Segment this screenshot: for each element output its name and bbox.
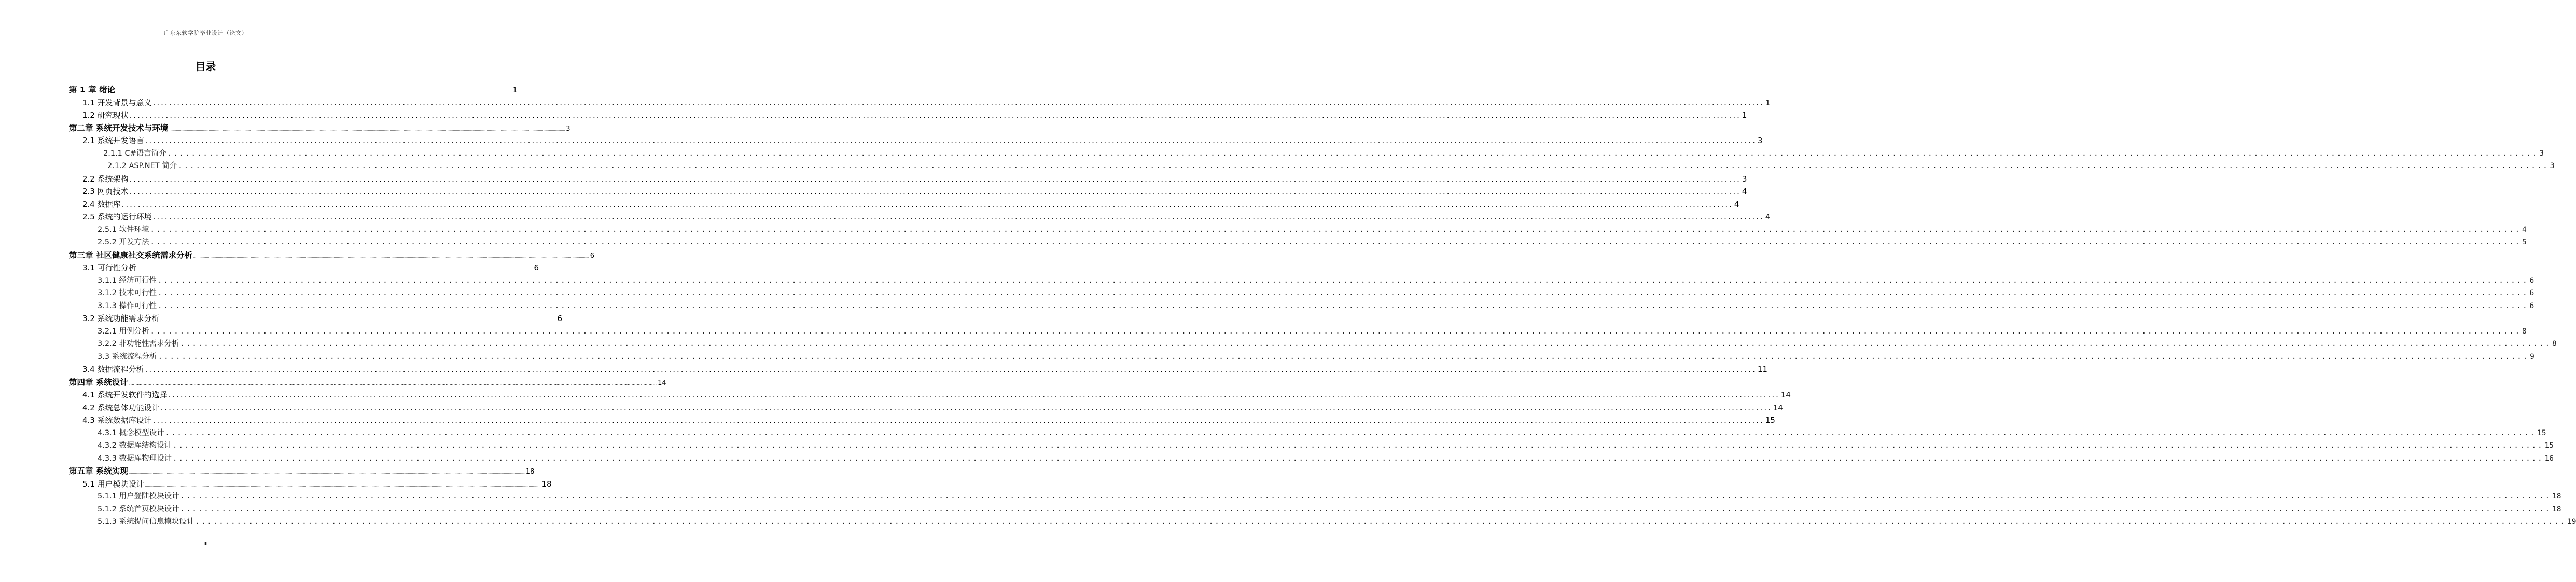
toc-entry-label: 1.2 研究现状: [82, 110, 129, 120]
toc-entry-label: 2.4 数据库: [82, 199, 121, 209]
toc-entry-label: 5.1 用户模块设计: [82, 479, 144, 489]
toc-entry-label: 3.4 数据流程分析: [82, 365, 144, 374]
toc-entry-label: 3.2.2 非功能性需求分析: [98, 340, 179, 348]
toc-dot-leader: ................................................................................................................................................................................................................................................................................................................................................................................................................: [178, 162, 2549, 170]
toc-dot-leader: ................................................................................................................................................................................................................................................................................................................................................................................................................: [160, 318, 556, 322]
toc-dot-leader: ................................................................................................................................................................................................................................................................................................................................................................................................................: [158, 352, 2529, 361]
page-number: III: [203, 541, 208, 547]
toc-dot-leader: ................................................................................................................................................................................................................................................................................................................................................................................................................: [152, 415, 1764, 425]
toc-entry-label: 2.1 系统开发语言: [82, 136, 144, 145]
toc-entry-label: 5.1.3 系统提问信息模块设计: [98, 518, 194, 526]
toc-entry[interactable]: [69, 389, 1791, 401]
toc-entry[interactable]: [69, 338, 2557, 351]
toc-entry-page: 6: [557, 314, 563, 323]
toc-entry-label: 2.5.1 软件环境: [98, 225, 149, 234]
toc-entry[interactable]: [69, 173, 1747, 186]
toc-entry-page: 4: [2522, 225, 2527, 234]
toc-entry-page: 6: [590, 252, 595, 260]
toc-entry[interactable]: [69, 376, 666, 389]
toc-dot-leader: ................................................................................................................................................................................................................................................................................................................................................................................................................: [195, 518, 2566, 526]
toc-dot-leader: ................................................................................................................................................................................................................................................................................................................................................................................................................: [129, 187, 1741, 196]
toc-entry-page: 1: [1742, 110, 1747, 120]
toc-entry[interactable]: [69, 401, 1783, 414]
toc-entry-page: 18: [541, 479, 552, 489]
toc-entry[interactable]: [69, 109, 1747, 122]
toc-dot-leader: ................................................................................................................................................................................................................................................................................................................................................................................................................: [167, 149, 2539, 158]
toc-entry[interactable]: [69, 236, 2527, 249]
toc-entry-page: 11: [1757, 365, 1767, 374]
toc-entry[interactable]: [69, 287, 2535, 300]
table-of-contents: [69, 84, 2576, 529]
toc-entry-page: 3: [1757, 136, 1763, 145]
toc-entry-label: 2.1.2 ASP.NET 简介: [107, 162, 177, 170]
toc-dot-leader: ................................................................................................................................................................................................................................................................................................................................................................................................................: [180, 505, 2551, 514]
toc-entry-label: 2.2 系统架构: [82, 174, 129, 184]
toc-entry-page: 18: [525, 468, 535, 476]
toc-entry[interactable]: [69, 211, 1771, 224]
toc-dot-leader: ................................................................................................................................................................................................................................................................................................................................................................................................................: [150, 225, 2521, 234]
toc-entry-label: 3.2.1 用例分析: [98, 327, 149, 336]
toc-entry[interactable]: [69, 465, 535, 478]
toc-entry-page: 18: [2552, 505, 2561, 514]
toc-entry-label: 1.1 开发背景与意义: [82, 98, 152, 107]
toc-entry-label: 第五章 系统实现: [69, 466, 128, 476]
toc-entry-page: 5: [2522, 238, 2527, 246]
toc-entry[interactable]: [69, 414, 1775, 427]
toc-entry-label: 2.1.1 C#语言简介: [103, 149, 166, 158]
toc-entry[interactable]: [69, 363, 1767, 376]
toc-entry-page: 1: [1765, 98, 1771, 107]
toc-entry-label: 5.1.1 用户登陆模块设计: [98, 492, 179, 501]
toc-entry-page: 8: [2552, 340, 2557, 348]
toc-entry-page: 14: [1780, 390, 1791, 399]
toc-entry-page: 4: [1742, 187, 1747, 196]
toc-dot-leader: ................................................................................................................................................................................................................................................................................................................................................................................................................: [158, 289, 2529, 297]
toc-entry[interactable]: [69, 134, 1763, 147]
toc-entry-label: 3.3 系统流程分析: [98, 352, 157, 361]
toc-entry[interactable]: [69, 160, 2555, 173]
toc-dot-leader: ................................................................................................................................................................................................................................................................................................................................................................................................................: [193, 255, 589, 259]
toc-entry-page: 15: [1765, 415, 1775, 425]
toc-entry-label: 4.3.2 数据库结构设计: [98, 441, 172, 450]
toc-dot-leader: ................................................................................................................................................................................................................................................................................................................................................................................................................: [152, 212, 1764, 221]
toc-entry[interactable]: [69, 490, 2561, 503]
toc-dot-leader: ................................................................................................................................................................................................................................................................................................................................................................................................................: [129, 381, 657, 386]
toc-entry-page: 8: [2522, 327, 2527, 336]
toc-dot-leader: ................................................................................................................................................................................................................................................................................................................................................................................................................: [169, 128, 565, 132]
toc-entry-label: 4.2 系统总体功能设计: [82, 403, 160, 412]
toc-entry-page: 15: [2537, 428, 2546, 437]
toc-entry-label: 3.1.3 操作可行性: [98, 301, 157, 310]
toc-dot-leader: ................................................................................................................................................................................................................................................................................................................................................................................................................: [145, 136, 1757, 145]
toc-dot-leader: ................................................................................................................................................................................................................................................................................................................................................................................................................: [150, 238, 2521, 246]
toc-entry[interactable]: [69, 122, 570, 135]
toc-entry-label: 第四章 系统设计: [69, 377, 128, 387]
toc-entry-page: 18: [2552, 492, 2561, 501]
toc-entry-label: 3.1.2 技术可行性: [98, 289, 157, 297]
toc-dot-leader: ................................................................................................................................................................................................................................................................................................................................................................................................................: [173, 441, 2544, 450]
toc-entry-page: 14: [658, 379, 666, 387]
toc-dot-leader: ................................................................................................................................................................................................................................................................................................................................................................................................................: [121, 199, 1733, 209]
toc-entry-label: 2.5.2 开发方法: [98, 238, 149, 246]
toc-entry-page: 3: [566, 124, 570, 133]
toc-entry-label: 2.3 网页技术: [82, 187, 129, 196]
toc-entry-label: 2.5 系统的运行环境: [82, 212, 152, 221]
toc-entry-page: 3: [1742, 174, 1747, 184]
toc-entry-label: 4.1 系统开发软件的选择: [82, 390, 168, 399]
toc-entry-label: 3.1 可行性分析: [82, 263, 136, 272]
toc-dot-leader: ................................................................................................................................................................................................................................................................................................................................................................................................................: [168, 390, 1780, 399]
toc-dot-leader: ................................................................................................................................................................................................................................................................................................................................................................................................................: [129, 110, 1741, 120]
toc-dot-leader: ................................................................................................................................................................................................................................................................................................................................................................................................................: [129, 174, 1741, 184]
toc-dot-leader: ................................................................................................................................................................................................................................................................................................................................................................................................................: [180, 492, 2551, 501]
toc-entry-page: 6: [2529, 276, 2535, 285]
toc-entry[interactable]: [69, 439, 2554, 452]
toc-entry-label: 3.2 系统功能需求分析: [82, 314, 160, 323]
toc-entry[interactable]: [69, 478, 552, 491]
toc-dot-leader: ................................................................................................................................................................................................................................................................................................................................................................................................................: [150, 327, 2521, 336]
toc-entry[interactable]: [69, 325, 2527, 338]
toc-entry[interactable]: [69, 96, 1771, 109]
toc-entry[interactable]: [69, 516, 2576, 529]
toc-entry-page: 3: [2539, 149, 2544, 158]
toc-dot-leader: ................................................................................................................................................................................................................................................................................................................................................................................................................: [158, 301, 2529, 310]
toc-entry[interactable]: [69, 147, 2544, 160]
toc-dot-leader: ................................................................................................................................................................................................................................................................................................................................................................................................................: [165, 428, 2536, 437]
toc-entry-page: 16: [2544, 454, 2554, 463]
toc-dot-leader: ................................................................................................................................................................................................................................................................................................................................................................................................................: [173, 454, 2544, 463]
toc-entry-page: 14: [1773, 403, 1783, 412]
toc-entry[interactable]: [69, 249, 595, 262]
toc-dot-leader: ................................................................................................................................................................................................................................................................................................................................................................................................................: [145, 483, 541, 488]
toc-entry-label: 第三章 社区健康社交系统需求分析: [69, 250, 192, 260]
toc-dot-leader: ................................................................................................................................................................................................................................................................................................................................................................................................................: [137, 268, 533, 271]
toc-entry-page: 15: [2544, 441, 2554, 450]
toc-dot-leader: ................................................................................................................................................................................................................................................................................................................................................................................................................: [152, 98, 1764, 107]
toc-entry-page: 6: [2529, 289, 2535, 297]
toc-entry[interactable]: [69, 503, 2561, 516]
toc-entry-page: 4: [1734, 199, 1739, 209]
toc-dot-leader: ................................................................................................................................................................................................................................................................................................................................................................................................................: [116, 90, 512, 93]
toc-dot-leader: ................................................................................................................................................................................................................................................................................................................................................................................................................: [158, 276, 2529, 285]
toc-entry-label: 第二章 系统开发技术与环境: [69, 123, 169, 133]
toc-entry-page: 1: [512, 87, 518, 94]
toc-heading: 目录: [195, 60, 216, 73]
toc-entry[interactable]: [69, 198, 1739, 211]
toc-dot-leader: ................................................................................................................................................................................................................................................................................................................................................................................................................: [180, 340, 2551, 348]
toc-entry-page: 6: [2529, 301, 2535, 310]
toc-entry[interactable]: [69, 84, 518, 96]
toc-dot-leader: ................................................................................................................................................................................................................................................................................................................................................................................................................: [145, 365, 1757, 374]
toc-entry[interactable]: [69, 224, 2527, 237]
toc-entry-label: 第 1 章 绪论: [69, 85, 115, 94]
toc-entry[interactable]: [69, 261, 539, 274]
toc-dot-leader: ................................................................................................................................................................................................................................................................................................................................................................................................................: [129, 471, 525, 475]
toc-entry-label: 4.3 系统数据库设计: [82, 415, 152, 425]
toc-entry-page: 4: [1765, 212, 1771, 221]
toc-entry[interactable]: [69, 351, 2535, 364]
toc-dot-leader: ................................................................................................................................................................................................................................................................................................................................................................................................................: [160, 403, 1772, 412]
toc-entry-page: 3: [2550, 162, 2555, 170]
toc-entry-page: 6: [534, 263, 539, 272]
toc-entry[interactable]: [69, 427, 2546, 440]
toc-entry-label: 4.3.1 概念模型设计: [98, 428, 164, 437]
toc-entry-page: 9: [2530, 352, 2535, 361]
toc-entry[interactable]: [69, 274, 2535, 287]
toc-entry[interactable]: [69, 185, 1747, 198]
toc-entry[interactable]: [69, 312, 563, 325]
toc-entry[interactable]: [69, 300, 2535, 313]
page-header-title: 广东东软学院毕业设计（论文）: [164, 30, 247, 36]
toc-entry-page: 19: [2567, 518, 2576, 526]
toc-entry-label: 5.1.2 系统首页模块设计: [98, 505, 179, 514]
toc-entry-label: 4.3.3 数据库物理设计: [98, 454, 172, 463]
toc-entry[interactable]: [69, 452, 2554, 465]
toc-entry-label: 3.1.1 经济可行性: [98, 276, 157, 285]
